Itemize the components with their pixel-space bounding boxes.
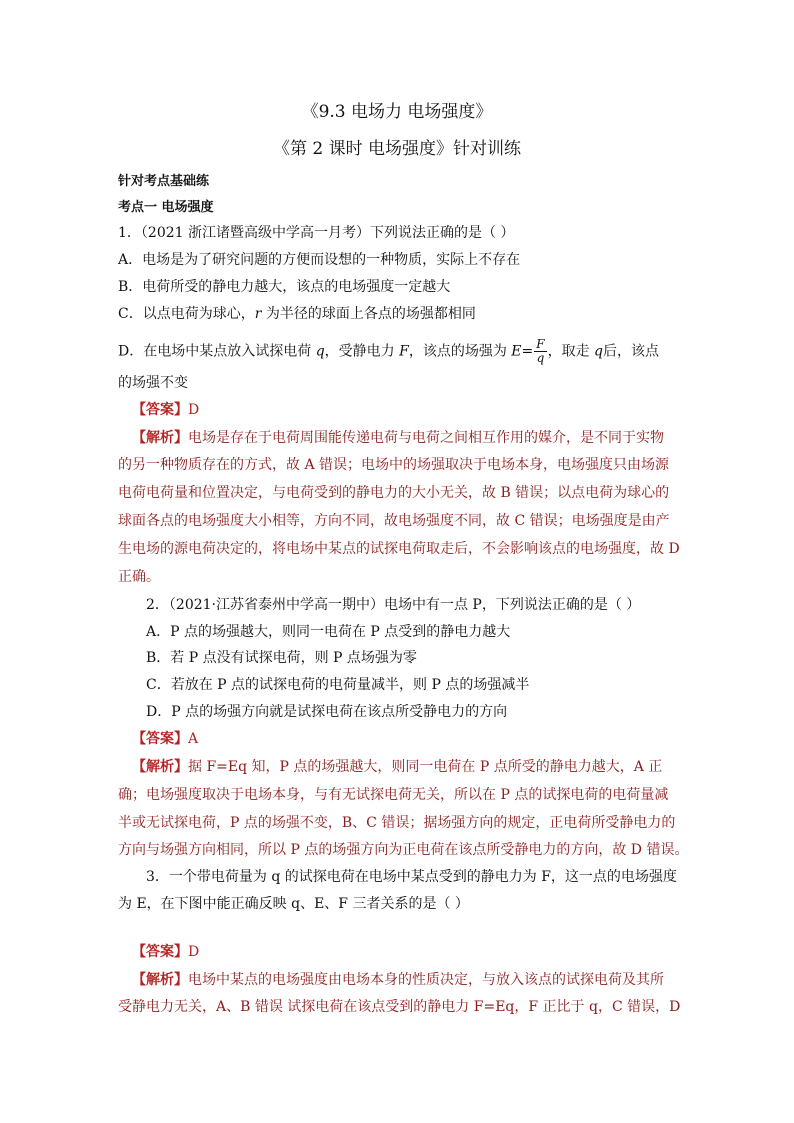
q2-analysis-line-1	[132, 759, 688, 776]
answer-label: 【答案】	[132, 944, 188, 960]
q1-d-text3: ，该点的场强为	[408, 343, 512, 360]
answer-value: A	[188, 731, 199, 747]
q3-stem-line-2: 为 E，在下图中能正确反映 q、E、F 三者关系的是（ ）	[118, 896, 469, 912]
q1-analysis-line-2: 的另一种物质存在的方式，故 A 错误；电场中的场强取决于电场本身，电场强度只由场源	[118, 457, 670, 473]
q3-analysis-line-1	[132, 972, 688, 989]
q1-d-text5: 后，该点	[603, 343, 659, 360]
document-title: 《9.3 电场力 电场强度》	[301, 102, 493, 122]
q1-d-text4: ，取走	[547, 343, 595, 360]
q2-analysis-line-3: 半或无试探电荷，P 点的场强不变，B、C 错误；据场强方向的规定，正电荷所受静电力的	[118, 815, 676, 831]
q1-option-c-text1: C．以点电荷为球心，	[118, 306, 255, 322]
q1-analysis-line-4: 球面各点的电场强度大小相等，方向不同，故电场强度不同，故 C 错误；电场强度是由产	[118, 513, 670, 529]
q2-option-d: D．P 点的场强方向就是试探电荷在该点所受静电力的方向	[146, 704, 508, 720]
q1-analysis-line-1	[132, 430, 688, 447]
q2-analysis-line-4: 方向与场强方向相同，所以 P 点的场强方向为正电荷在该点所受静电力的方向，故 D 错误。	[118, 842, 689, 858]
q3-answer	[132, 944, 702, 961]
q2-answer	[132, 731, 702, 748]
analysis-label: 【解析】	[132, 430, 188, 446]
answer-value: D	[188, 402, 200, 418]
q2-analysis-line-2: 确；电场强度取决于电场本身，与有无试探电荷无关，所以在 P 点的试探电荷的电荷量减	[118, 787, 669, 803]
q1-analysis-line-3: 电荷电荷量和位置决定，与电荷受到的静电力的大小无关，故 B 错误；以点电荷为球心的	[118, 485, 670, 501]
section-heading: 针对考点基础练	[118, 174, 210, 189]
analysis-label: 【解析】	[132, 972, 188, 988]
q1-d-text2: ，受静电力	[324, 343, 400, 360]
q2-option-c: C．若放在 P 点的试探电荷的电荷量减半，则 P 点的场强减半	[146, 677, 530, 693]
q1-d-F: F	[399, 343, 409, 360]
q1-option-c	[118, 306, 688, 323]
q3-analysis-line-2: 受静电力无关，A、B 错误 试探电荷在该点受到的静电力 F=Eq，F 正比于 q，C 错误，D	[118, 999, 681, 1015]
fraction-denominator: q	[536, 351, 545, 365]
document-subtitle: 《第 2 课时 电场强度》针对训练	[272, 139, 522, 159]
q1-option-b: B．电荷所受的静电力越大，该点的电场强度一定越大	[118, 279, 451, 295]
q1-option-c-r: r	[254, 306, 262, 322]
analysis-text: 电场是存在于电荷周围能传递电荷与电荷之间相互作用的媒介，是不同于实物	[188, 430, 664, 446]
analysis-label: 【解析】	[132, 759, 188, 775]
fraction-numerator: F	[536, 337, 545, 351]
answer-label: 【答案】	[132, 402, 188, 418]
q1-d-fraction	[534, 338, 546, 365]
analysis-text: 据 F=Eq 知，P 点的场强越大，则同一电荷在 P 点所受的静电力越大，A 正	[188, 759, 663, 775]
q2-option-a: A．P 点的场强越大，则同一电荷在 P 点受到的静电力越大	[146, 624, 511, 640]
q2-option-b: B．若 P 点没有试探电荷，则 P 点场强为零	[146, 650, 417, 666]
q1-d-E: E	[511, 343, 522, 360]
topic-heading: 考点一 电场强度	[118, 200, 214, 215]
answer-label: 【答案】	[132, 731, 188, 747]
q1-d-q: q	[315, 343, 325, 360]
q1-d-text1: D．在电场中某点放入试探电荷	[118, 343, 316, 360]
q1-analysis-line-5: 生电场的源电荷决定的，将电场中某点的试探电荷取走后，不会影响该点的电场强度，故 D	[118, 541, 680, 557]
q1-option-a: A．电场是为了研究问题的方便而设想的一种物质，实际上不存在	[118, 252, 521, 268]
q1-d-q2: q	[594, 343, 603, 360]
answer-value: D	[188, 944, 200, 960]
q1-analysis-line-6: 正确。	[118, 569, 160, 585]
analysis-text: 电场中某点的电场强度由电场本身的性质决定，与放入该点的试探电荷及其所	[188, 972, 664, 988]
q2-stem: 2．（2021·江苏省泰州中学高一期中）电场中有一点 P，下列说法正确的是（ ）	[146, 597, 641, 613]
q3-stem-line-1: 3．一个带电荷量为 q 的试探电荷在电场中某点受到的静电力为 F，这一点的电场强度	[146, 869, 677, 885]
q1-stem: 1．（2021 浙江诸暨高级中学高一月考）下列说法正确的是（ ）	[118, 225, 515, 241]
q1-option-d-cont: 的场强不变	[118, 375, 188, 391]
q1-d-equals: =	[521, 343, 534, 360]
q1-option-c-text2: 为半径的球面上各点的场强都相同	[261, 306, 476, 322]
q1-answer	[132, 402, 702, 419]
q1-option-d	[118, 338, 688, 365]
